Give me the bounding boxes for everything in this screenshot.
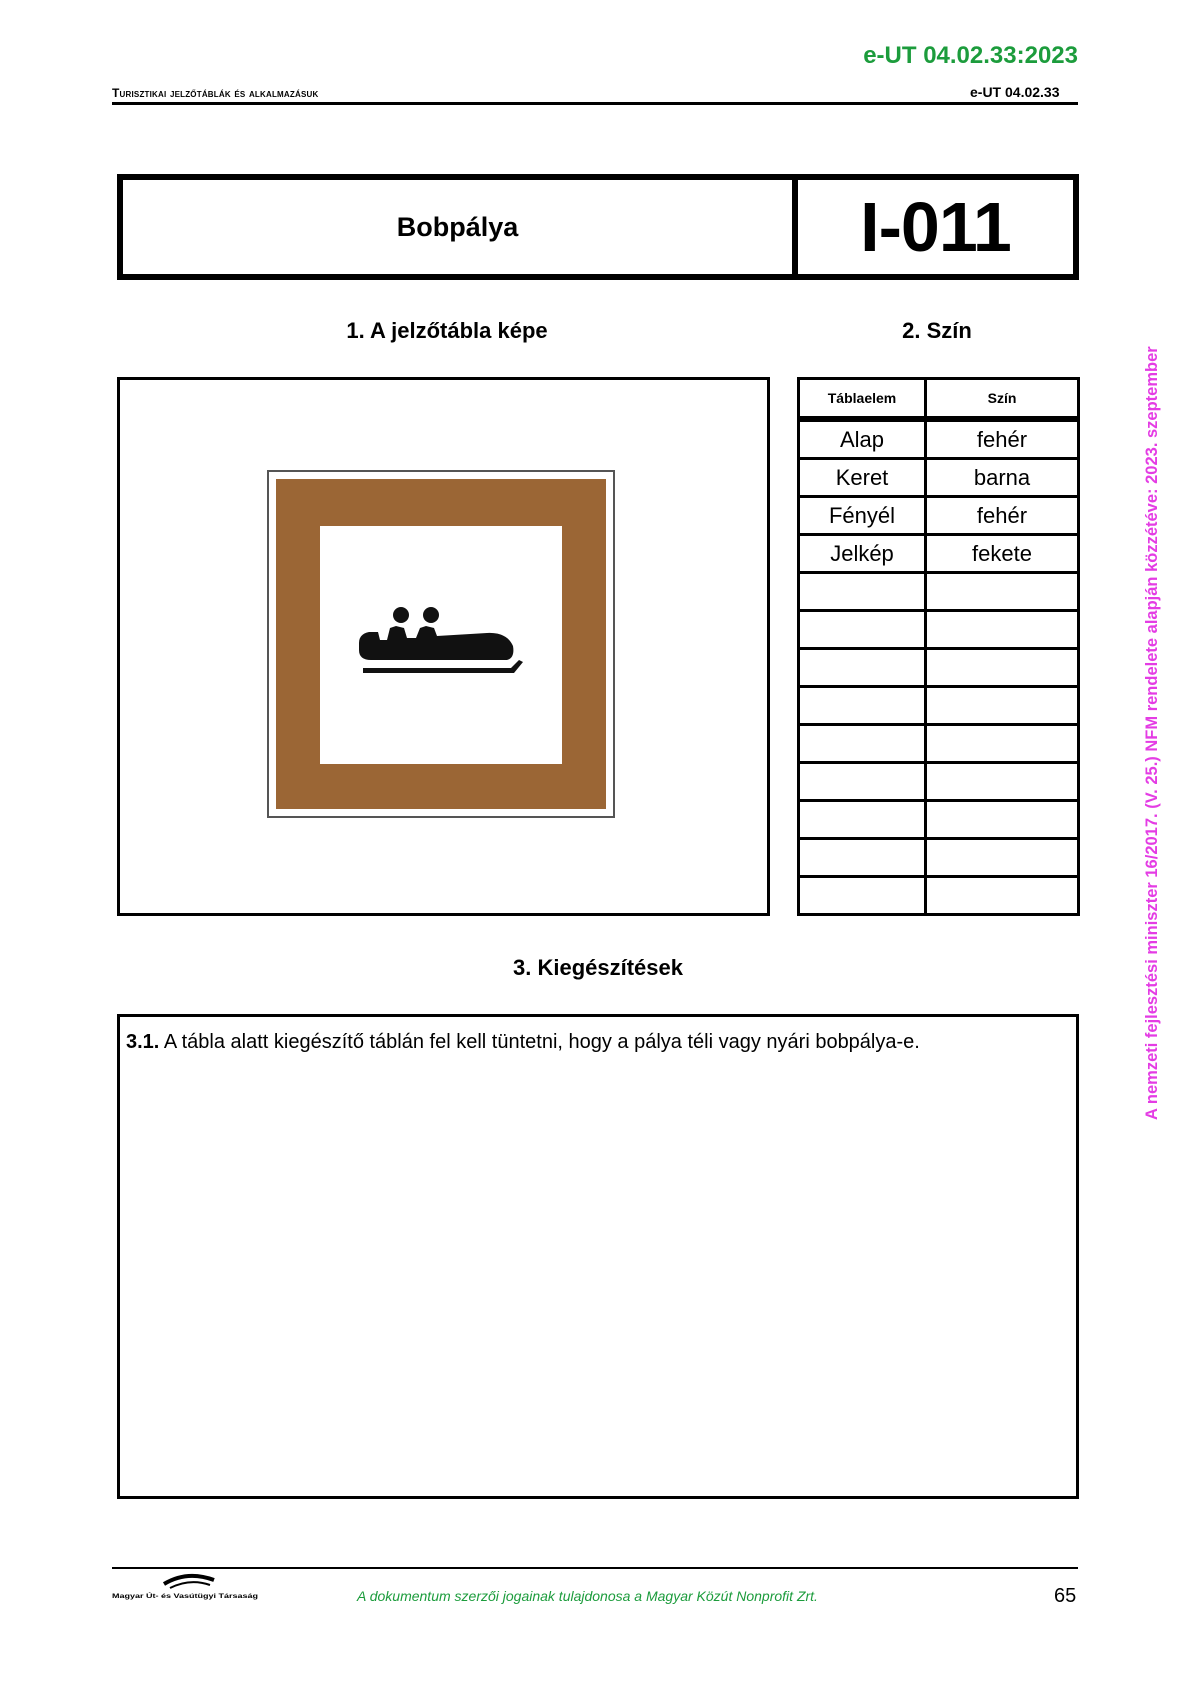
table-cell: barna <box>926 459 1079 497</box>
table-row <box>799 611 1079 649</box>
table-cell <box>799 763 926 801</box>
table-cell <box>926 801 1079 839</box>
table-row <box>799 459 1079 497</box>
table-cell: Keret <box>799 459 926 497</box>
table-row <box>799 573 1079 611</box>
table-cell <box>926 839 1079 877</box>
color-table <box>797 377 1080 916</box>
page-number: 65 <box>1054 1585 1077 1607</box>
table-cell <box>799 877 926 915</box>
table-cell: Alap <box>799 419 926 459</box>
header-title: Turisztikai jelzőtáblák és alkalmazásuk <box>112 86 319 100</box>
table-row <box>799 419 1079 459</box>
sign-code: I-011 <box>860 188 1011 266</box>
table-cell <box>799 649 926 687</box>
table-cell <box>926 611 1079 649</box>
note-number: 3.1. <box>126 1031 160 1053</box>
footer-logo-text: Magyar Út- és Vasútügyi Társaság <box>112 1593 259 1600</box>
color-table-header-row <box>799 379 1079 420</box>
sign-name: Bobpálya <box>396 211 519 242</box>
publication-side-note: A nemzeti fejlesztési miniszter 16/2017. (V. 25.) NFM rendelete alapján közzétéve: 2023. szeptember <box>1143 346 1161 1120</box>
footer-rule <box>112 1567 1078 1569</box>
header-rule <box>112 102 1078 105</box>
header-code: e-UT 04.02.33 <box>970 84 1060 100</box>
column-header-element: Táblaelem <box>799 379 926 420</box>
table-cell <box>926 649 1079 687</box>
table-cell <box>799 611 926 649</box>
table-cell: Jelkép <box>799 535 926 573</box>
table-row <box>799 725 1079 763</box>
table-cell <box>926 877 1079 915</box>
table-cell <box>799 725 926 763</box>
table-row <box>799 801 1079 839</box>
table-cell <box>926 687 1079 725</box>
table-cell <box>799 573 926 611</box>
table-cell <box>926 573 1079 611</box>
table-row <box>799 877 1079 915</box>
table-row <box>799 535 1079 573</box>
column-header-color: Szín <box>926 379 1079 420</box>
table-cell: fehér <box>926 419 1079 459</box>
table-row <box>799 649 1079 687</box>
table-row <box>799 497 1079 535</box>
table-cell <box>799 687 926 725</box>
section-image-title: 1. A jelzőtábla képe <box>346 318 548 343</box>
table-cell: fehér <box>926 497 1079 535</box>
table-cell <box>926 725 1079 763</box>
footer-logo <box>112 1570 262 1610</box>
footer-copyright: A dokumentum szerzői jogainak tulajdonosa a Magyar Közút Nonprofit Zrt. <box>357 1588 818 1604</box>
table-cell <box>799 839 926 877</box>
sign-image <box>267 470 615 818</box>
document-code: e-UT 04.02.33:2023 <box>863 42 1078 69</box>
table-row <box>799 839 1079 877</box>
table-row <box>799 687 1079 725</box>
section-notes-title: 3. Kiegészítések <box>513 955 683 980</box>
note-text: A tábla alatt kiegészítő táblán fel kell tüntetni, hogy a pálya téli vagy nyári bobpálya-e. <box>163 1031 920 1053</box>
table-row <box>799 763 1079 801</box>
notes-box <box>117 1014 1079 1499</box>
table-cell <box>799 801 926 839</box>
section-color-title: 2. Szín <box>902 318 972 343</box>
table-cell <box>926 763 1079 801</box>
table-cell: fekete <box>926 535 1079 573</box>
table-cell: Fényél <box>799 497 926 535</box>
